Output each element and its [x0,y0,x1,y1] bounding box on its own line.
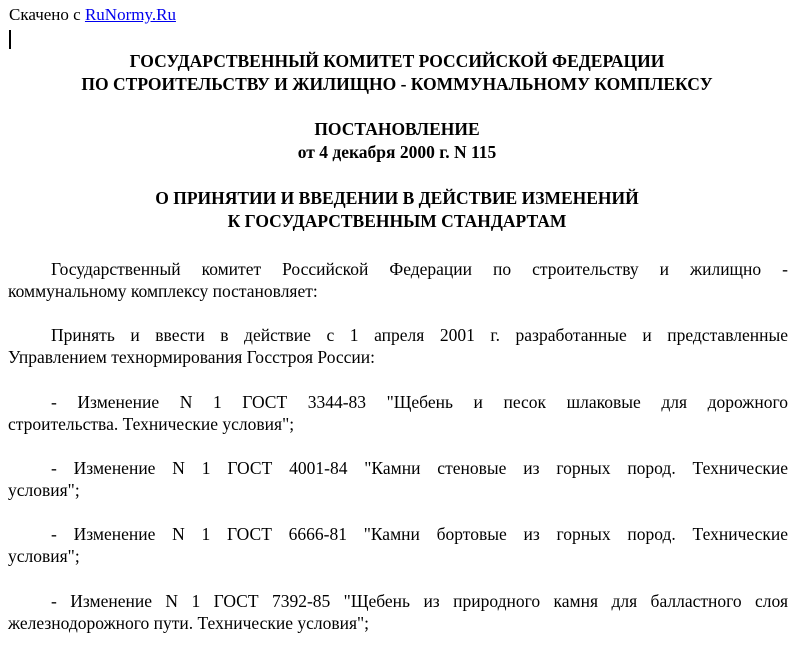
paragraph-line: условия"; [8,480,80,500]
paragraph-line: железнодорожного пути. Технические условия"; [8,613,370,633]
paragraph-resolution [8,324,788,368]
committee-line-1: ГОСУДАРСТВЕННЫЙ КОМИТЕТ РОССИЙСКОЙ ФЕДЕРАЦИИ [129,51,665,71]
paragraph-line: Принять и ввести в действие с 1 апреля 2001 г. разработанные и представленные [51,325,788,345]
document-type-heading [8,118,786,164]
source-link[interactable]: RuNormy.Ru [84,5,176,24]
document-title [8,187,786,233]
paragraph-intro [8,258,788,302]
document-title-line-1: О ПРИНЯТИИ И ВВЕДЕНИИ В ДЕЙСТВИЕ ИЗМЕНЕНИЙ [155,188,639,208]
paragraph-line: - Изменение N 1 ГОСТ 4001-84 "Камни стеновые из горных пород. Технические [51,458,788,478]
paragraph-line: условия"; [8,546,80,566]
list-item-amendment [8,457,788,501]
document-type: ПОСТАНОВЛЕНИЕ [314,119,480,139]
source-prefix: Скачено с [9,5,85,24]
paragraph-line: - Изменение N 1 ГОСТ 3344-83 "Щебень и песок шлаковые для дорожного [51,392,788,412]
source-line [9,5,176,25]
committee-heading [8,50,786,96]
committee-line-2: ПО СТРОИТЕЛЬСТВУ И ЖИЛИЩНО - КОММУНАЛЬНОМУ КОМПЛЕКСУ [81,74,713,94]
paragraph-line: Управлением технормирования Госстроя России: [8,347,376,367]
paragraph-line: - Изменение N 1 ГОСТ 7392-85 "Щебень из природного камня для балластного слоя [51,591,788,611]
list-item-amendment [8,590,788,634]
document-title-line-2: К ГОСУДАРСТВЕННЫМ СТАНДАРТАМ [227,211,567,231]
paragraph-line: - Изменение N 1 ГОСТ 6666-81 "Камни бортовые из горных пород. Технические [51,524,788,544]
text-cursor [9,30,11,49]
paragraph-line: строительства. Технические условия"; [8,414,295,434]
paragraph-line: Государственный комитет Российской Федерации по строительству и жилищно - [51,259,788,279]
paragraph-line: коммунальному комплексу постановляет: [8,281,318,301]
list-item-amendment [8,391,788,435]
document-date: от 4 декабря 2000 г. N 115 [297,142,497,162]
list-item-amendment [8,523,788,567]
